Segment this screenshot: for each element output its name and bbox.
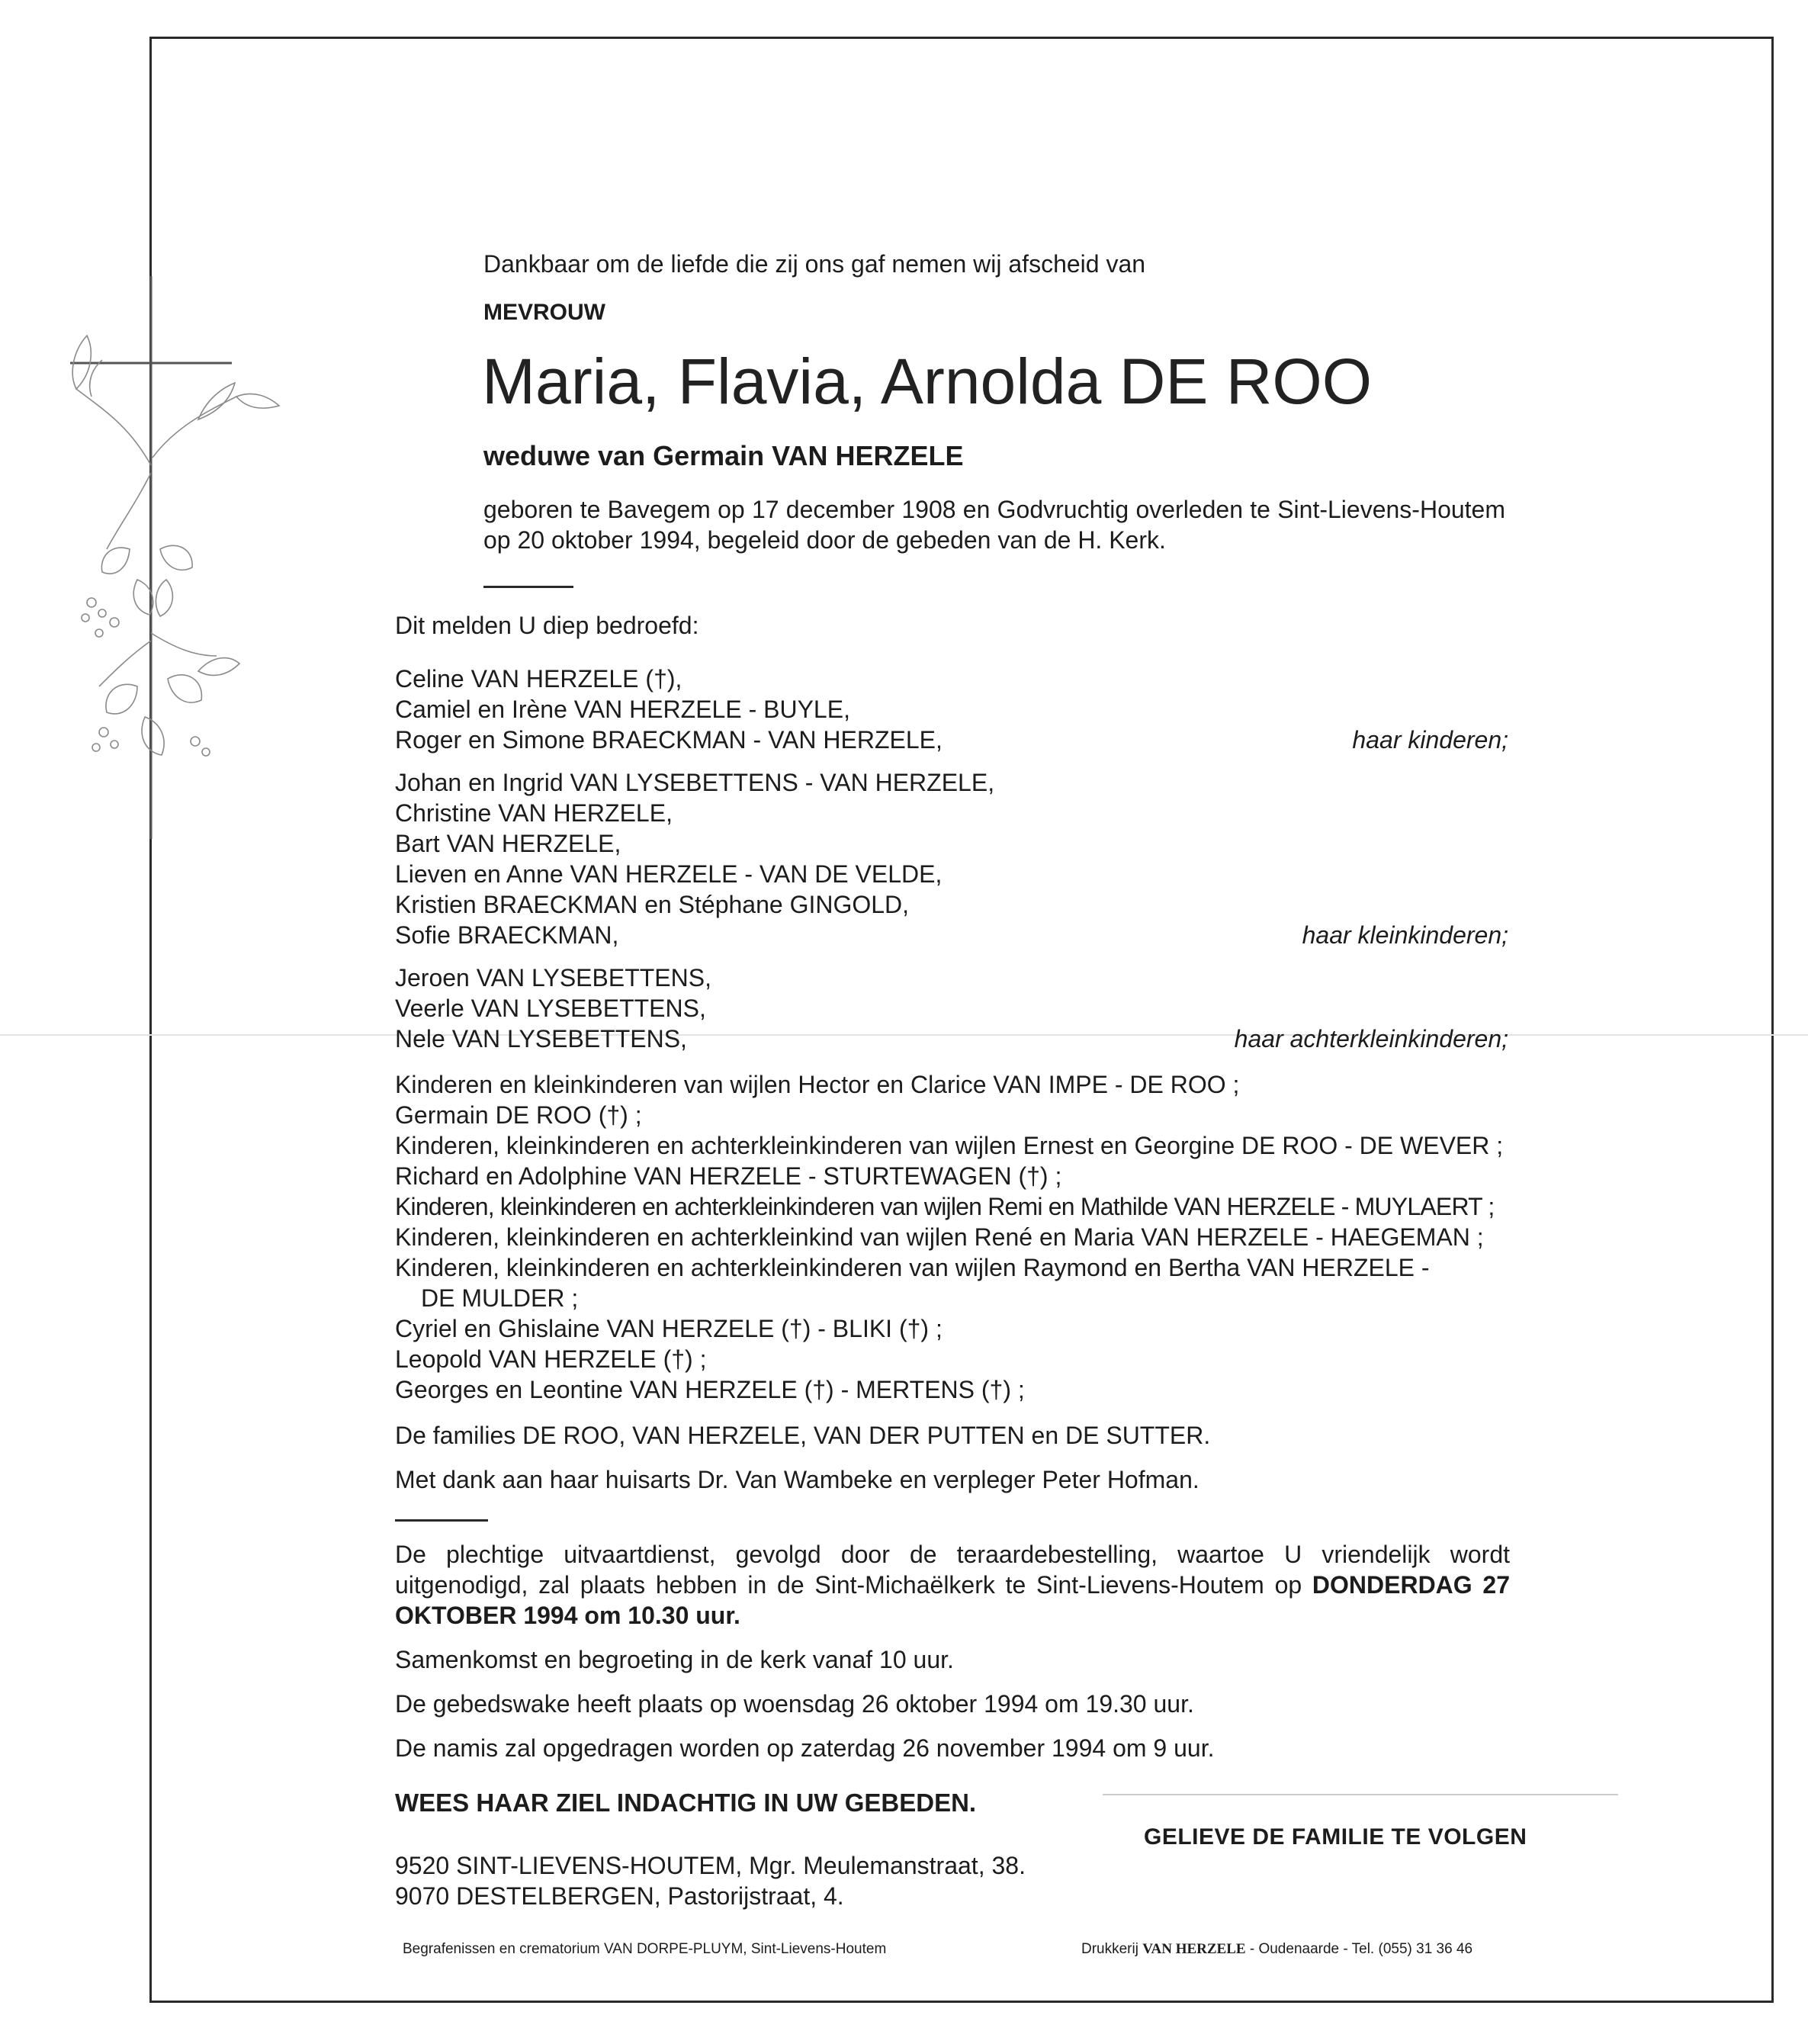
relative-line: Kinderen en kleinkinderen van wijlen Hector en Clarice VAN IMPE - DE ROO ; <box>395 1071 1240 1098</box>
footer-undertaker: Begrafenissen en crematorium VAN DORPE-PLUYM, Sint-Lievens-Houtem <box>403 1941 887 1957</box>
relative-line: Kinderen, kleinkinderen en achterkleinkinderen van wijlen Remi en Mathilde VAN HERZELE - MUYLAERT ; <box>395 1193 1495 1220</box>
follow-family-text: GELIEVE DE FAMILIE TE VOLGEN <box>1144 1824 1527 1850</box>
divider-line <box>395 1519 488 1522</box>
family-row <box>395 889 1508 920</box>
family-row <box>395 828 1508 859</box>
relative-line: Georges en Leontine VAN HERZELE (†) - MERTENS (†) ; <box>395 1376 1025 1403</box>
relation-label: haar kinderen; <box>1352 726 1508 754</box>
divider-line <box>483 586 573 588</box>
title-word: MEVROUW <box>483 300 605 325</box>
family-name: Roger en Simone BRAECKMAN - VAN HERZELE, <box>395 726 943 754</box>
families-text: De families DE ROO, VAN HERZELE, VAN DER PUTTEN en DE SUTTER. <box>395 1422 1211 1449</box>
family-name: Nele VAN LYSEBETTENS, <box>395 1025 687 1053</box>
cross-with-flowers-icon <box>46 275 320 854</box>
family-name: Lieven en Anne VAN HERZELE - VAN DE VELDE, <box>395 860 943 888</box>
family-row <box>395 725 1508 755</box>
gathering-text: Samenkomst en begroeting in de kerk vanaf 10 uur. <box>395 1646 954 1673</box>
family-name: Johan en Ingrid VAN LYSEBETTENS - VAN HERZELE, <box>395 769 995 796</box>
family-row <box>395 993 1508 1024</box>
family-name: Veerle VAN LYSEBETTENS, <box>395 995 706 1022</box>
family-name: Sofie BRAECKMAN, <box>395 921 619 949</box>
thanks-text: Met dank aan haar huisarts Dr. Van Wambeke en verpleger Peter Hofman. <box>395 1466 1199 1493</box>
address-line: 9070 DESTELBERGEN, Pastorijstraat, 4. <box>395 1882 844 1910</box>
relative-line: Richard en Adolphine VAN HERZELE - STURTEWAGEN (†) ; <box>395 1162 1062 1190</box>
relation-label: haar achterkleinkinderen; <box>1234 1025 1508 1053</box>
relative-line: Kinderen, kleinkinderen en achterkleinkinderen van wijlen Ernest en Georgine DE ROO - DE WEVER ; <box>395 1132 1504 1159</box>
birth-death-text: geboren te Bavegem op 17 december 1908 en Godvruchtig overleden te Sint-Lievens-Houtem op 20 oktober 1994, begeleid door de gebeden van de H. Kerk. <box>483 496 1505 554</box>
footer-printer-prefix: Drukkerij <box>1081 1941 1143 1957</box>
funeral-description: De plechtige uitvaartdienst, gevolgd door de teraardebestelling, waartoe U vriendelijk wordt uitgenodigd, zal plaats hebben in de Sint-Michaëlkerk te Sint-Lievens-Houtem op <box>395 1541 1510 1599</box>
family-row <box>395 767 1508 798</box>
vigil-text: De gebedswake heeft plaats op woensdag 26 oktober 1994 om 19.30 uur. <box>395 1690 1194 1718</box>
relative-line: Germain DE ROO (†) ; <box>395 1101 642 1129</box>
family-row <box>395 920 1508 950</box>
family-name: Bart VAN HERZELE, <box>395 830 621 857</box>
family-row <box>395 694 1508 725</box>
family-row <box>395 963 1508 993</box>
family-name: Celine VAN HERZELE (†), <box>395 665 682 693</box>
family-name: Camiel en Irène VAN HERZELE - BUYLE, <box>395 696 850 723</box>
family-name: Christine VAN HERZELE, <box>395 799 673 827</box>
relative-line: DE MULDER ; <box>421 1284 579 1312</box>
family-name: Kristien BRAECKMAN en Stéphane GINGOLD, <box>395 891 910 918</box>
footer-printer-name: VAN HERZELE <box>1142 1941 1246 1957</box>
relative-line: Cyriel en Ghislaine VAN HERZELE (†) - BLIKI (†) ; <box>395 1315 943 1342</box>
remember-text: WEES HAAR ZIEL INDACHTIG IN UW GEBEDEN. <box>395 1788 977 1817</box>
footer-printer-suffix: - Oudenaarde - Tel. (055) 31 36 46 <box>1245 1941 1473 1957</box>
relation-label: haar kleinkinderen; <box>1302 921 1508 949</box>
funeral-date: DONDERDAG 27 OKTOBER 1994 om 10.30 uur. <box>395 1571 1510 1629</box>
family-row <box>395 798 1508 828</box>
family-row <box>395 664 1508 694</box>
family-row <box>395 1024 1508 1054</box>
widow-of: weduwe van Germain VAN HERZELE <box>483 440 964 471</box>
announce-intro: Dit melden U diep bedroefd: <box>395 612 699 639</box>
deceased-name: Maria, Flavia, Arnolda DE ROO <box>482 345 1373 417</box>
relative-line: Kinderen, kleinkinderen en achterkleinkinderen van wijlen Raymond en Bertha VAN HERZELE - <box>395 1254 1430 1281</box>
funeral-text <box>395 1539 1510 1631</box>
family-name: Jeroen VAN LYSEBETTENS, <box>395 964 711 991</box>
family-row <box>395 859 1508 889</box>
address-line: 9520 SINT-LIEVENS-HOUTEM, Mgr. Meulemanstraat, 38. <box>395 1852 1026 1879</box>
relative-line: Kinderen, kleinkinderen en achterkleinkind van wijlen René en Maria VAN HERZELE - HAEGEMAN ; <box>395 1223 1484 1251</box>
memorial-mass-text: De namis zal opgedragen worden op zaterdag 26 november 1994 om 9 uur. <box>395 1734 1215 1762</box>
relative-line: Leopold VAN HERZELE (†) ; <box>395 1345 707 1373</box>
footer-printer <box>1081 1940 1472 1959</box>
intro-text: Dankbaar om de liefde die zij ons gaf nemen wij afscheid van <box>483 250 1146 278</box>
